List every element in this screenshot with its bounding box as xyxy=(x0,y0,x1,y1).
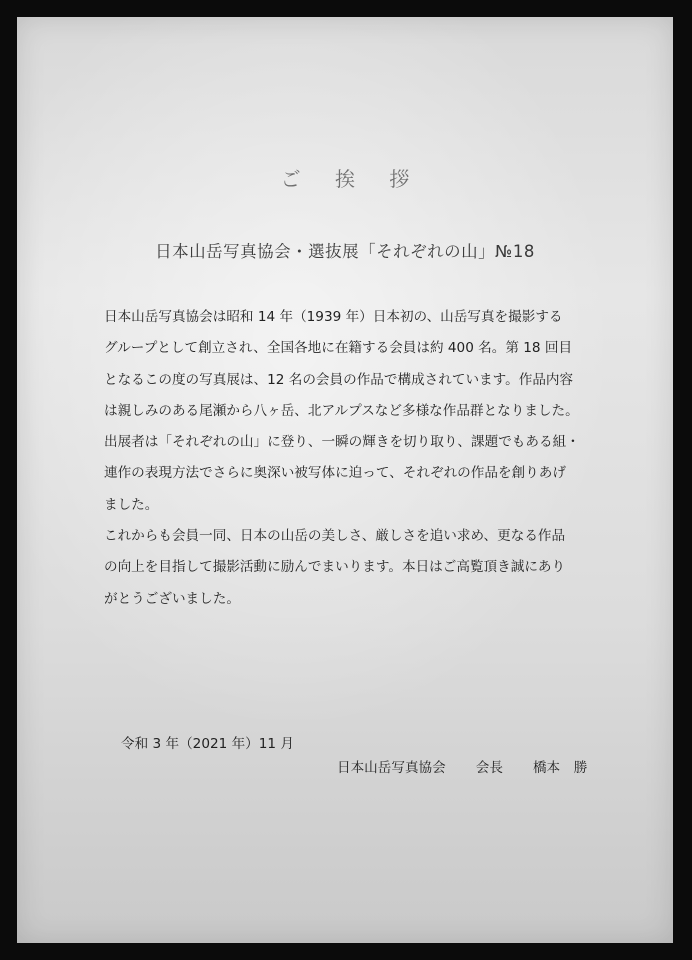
body-line: は親しみのある尾瀬から八ヶ岳、北アルプスなど多様な作品群となりました。 xyxy=(104,402,579,419)
body-line: がとうございました。 xyxy=(104,590,240,607)
body-line: グループとして創立され、全国各地に在籍する会員は約 400 名。第 18 回目 xyxy=(104,340,573,357)
greeting-heading: ご 挨 拶 xyxy=(280,167,424,191)
body-line: 日本山岳写真協会は昭和 14 年（1939 年）日本初の、山岳写真を撮影する xyxy=(104,309,563,325)
signature-name: 橋本 勝 xyxy=(532,760,588,776)
body-line: の向上を目指して撮影活動に励んでまいります。本日はご高覧頂き誠にあり xyxy=(104,559,566,576)
body-line: となるこの度の写真展は、12 名の会員の作品で構成されています。作品内容 xyxy=(104,371,574,388)
signature-line xyxy=(337,756,587,776)
exhibition-title: 日本山岳写真協会・選抜展「それぞれの山」№18 xyxy=(155,242,535,261)
signature-organization: 日本山岳写真協会 xyxy=(337,760,446,776)
greeting-body xyxy=(104,302,614,615)
signature-title: 会長 xyxy=(475,760,503,776)
body-line: ました。 xyxy=(104,496,159,513)
greeting-sheet xyxy=(17,17,673,943)
body-line: これからも会員一同、日本の山岳の美しさ、厳しさを追い求め、更なる作品 xyxy=(104,528,566,545)
issue-date: 令和 3 年（2021 年）11 月 xyxy=(121,736,294,752)
body-line: 連作の表現方法でさらに奥深い被写体に迫って、それぞれの作品を創りあげ xyxy=(104,465,566,482)
body-line: 出展者は「それぞれの山」に登り、一瞬の輝きを切り取り、課題でもある組・ xyxy=(104,434,580,451)
